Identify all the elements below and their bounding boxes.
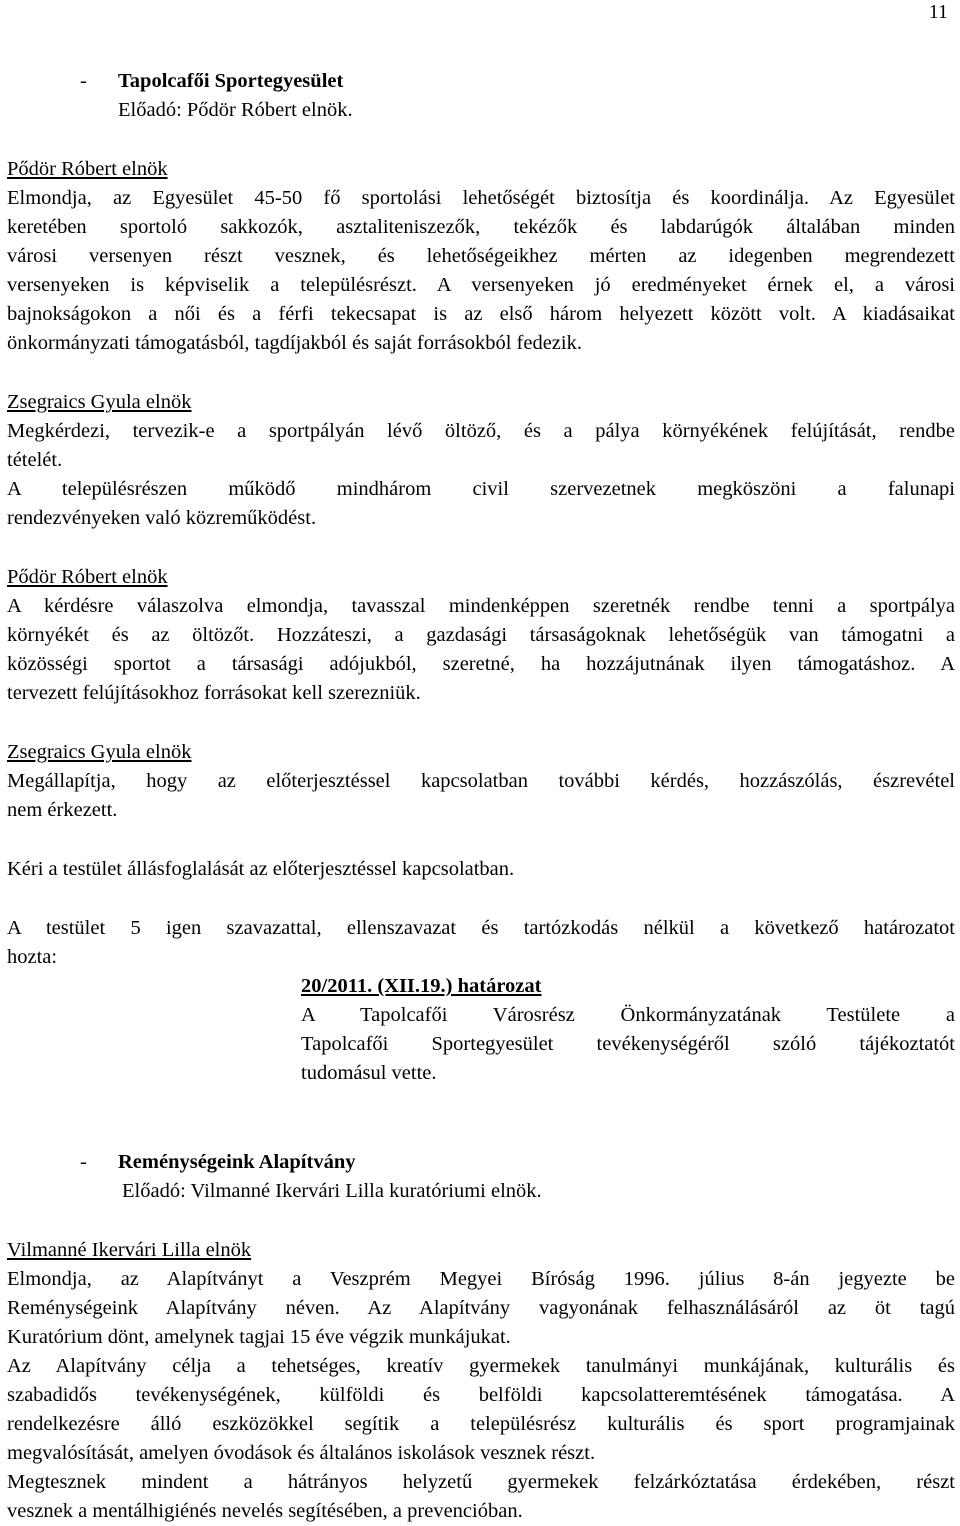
text-line: tervezett felújításokhoz forrásokat kell szerezniük.: [7, 682, 421, 704]
text-line: önkormányzati támogatásból, tagdíjakból és saját forrásokból fedezik.: [7, 332, 582, 354]
agenda-item-title: Reménységeink Alapítvány: [118, 1151, 356, 1173]
speaker-name: Vilmanné Ikervári Lilla elnök: [7, 1239, 252, 1261]
text-line: keretében sportoló sakkozók, asztaliteniszezők, tekézők és labdarúgók általában minden: [7, 216, 955, 238]
list-dash: -: [80, 1151, 87, 1173]
text-line: tételét.: [7, 449, 63, 471]
text-line: megvalósítását, amelyen óvodások és általános iskolások vesznek részt.: [7, 1442, 596, 1464]
speaker-name: Zsegraics Gyula elnök: [7, 741, 192, 763]
agenda-item-alapitvany: [7, 1148, 955, 1206]
decision-text: A Tapolcafői Városrész Önkormányzatának Testülete a: [301, 1004, 955, 1026]
speaker-name: Pődör Róbert elnök: [7, 566, 168, 588]
text-line: versenyeken is képviselik a településrészt. A versenyeken jó eredményeket érnek el, a városi: [7, 274, 955, 296]
text-line: A kérdésre válaszolva elmondja, tavasszal mindenképpen szeretnék rendbe tenni a sportpálya: [7, 595, 955, 617]
text-line: rendezvényeken való közreműködést.: [7, 507, 317, 529]
text-line: Kéri a testület állásfoglalását az előterjesztéssel kapcsolatban.: [7, 858, 515, 880]
text-line: környékét és az öltözőt. Hozzáteszi, a gazdasági társaságoknak lehetőségük van támogatni a: [7, 624, 955, 646]
speaker-name: Zsegraics Gyula elnök: [7, 391, 192, 413]
document-body: [7, 67, 955, 1526]
text-line: Elmondja, az Alapítványt a Veszprém Megyei Bíróság 1996. július 8-án jegyezte be: [7, 1268, 955, 1290]
text-line: Megállapítja, hogy az előterjesztéssel kapcsolatban további kérdés, hozzászólás, észrevétel: [7, 770, 955, 792]
text-line: Kuratórium dönt, amelynek tagjai 15 éve végzik munkájukat.: [7, 1326, 511, 1348]
decision-title: 20/2011. (XII.19.) határozat: [301, 975, 542, 997]
text-line: vesznek a mentálhigiénés nevelés segítésében, a prevencióban.: [7, 1500, 523, 1522]
text-line: városi versenyen részt vesznek, és lehetőségeikhez mérten az idegenben megrendezett: [7, 245, 955, 267]
text-line: Reménységeink Alapítvány néven. Az Alapítvány vagyonának felhasználásáról az öt tagú: [7, 1297, 955, 1319]
text-line: A testület 5 igen szavazattal, ellenszavazat és tartózkodás nélkül a következő határozatot: [7, 917, 955, 939]
text-line: közösségi sportot a társasági adójukból, szeretné, ha hozzájutnának ilyen támogatáshoz. A: [7, 653, 955, 675]
text-line: A településrészen működő mindhárom civil szervezetnek megköszöni a falunapi: [7, 478, 955, 500]
agenda-item-title: Tapolcafői Sportegyesület: [118, 70, 344, 92]
text-line: Megtesznek mindent a hátrányos helyzetű gyermekek felzárkóztatása érdekében, részt: [7, 1471, 955, 1493]
text-line: Az Alapítvány célja a tehetséges, kreatív gyermekek tanulmányi munkájának, kulturális és: [7, 1355, 955, 1377]
text-line: Elmondja, az Egyesület 45-50 fő sportolási lehetőségét biztosítja és koordinálja. Az Egyesület: [7, 187, 955, 209]
agenda-item-sportegyesulet: [7, 67, 955, 125]
page-number: 11: [928, 1, 948, 23]
text-line: nem érkezett.: [7, 799, 118, 821]
list-dash: -: [80, 70, 87, 92]
text-line: rendelkezésre álló eszközökkel segítik a településrész kulturális és sport programjainak: [7, 1413, 955, 1435]
text-line: Megkérdezi, tervezik-e a sportpályán lévő öltöző, és a pálya környékének felújítását, rendbe: [7, 420, 955, 442]
agenda-item-presenter: Előadó: Vilmanné Ikervári Lilla kuratóriumi elnök.: [122, 1180, 542, 1202]
text-line: szabadidős tevékenységének, külföldi és belföldi kapcsolatteremtésének támogatása. A: [7, 1384, 955, 1406]
speaker-name: Pődör Róbert elnök: [7, 158, 168, 180]
decision-block: [7, 972, 955, 1088]
text-line: hozta:: [7, 946, 58, 968]
decision-text: Tapolcafői Sportegyesület tevékenységéről szóló tájékoztatót: [301, 1033, 955, 1055]
agenda-item-presenter: Előadó: Pődör Róbert elnök.: [118, 99, 353, 121]
decision-text: tudomásul vette.: [301, 1062, 437, 1084]
text-line: bajnokságokon a női és a férfi tekecsapat is az első három helyezett között volt. A kiadásaikat: [7, 303, 955, 325]
